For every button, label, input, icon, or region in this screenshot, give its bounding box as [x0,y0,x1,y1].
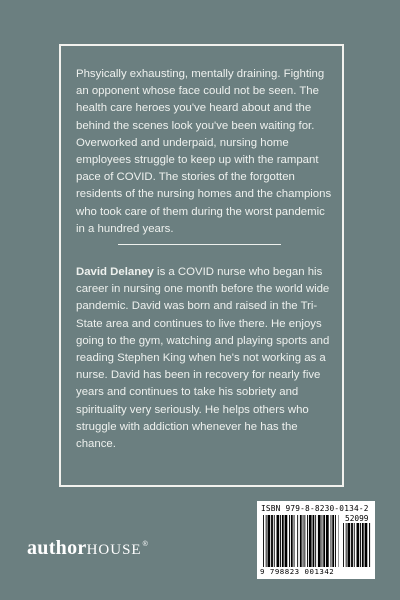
barcode-bar [268,515,271,567]
barcode-bar [289,515,290,567]
barcode-bar [323,515,325,567]
ean-digits: 9 798823 001342 [260,567,335,576]
publisher-logo [27,537,148,560]
barcode-bar [348,523,351,567]
barcode-bar [291,515,293,567]
barcode-bar [266,515,267,567]
barcode-bar [303,515,304,567]
barcode-bar [362,523,364,567]
barcode-bar [369,523,370,567]
author-bio [76,264,332,453]
barcode-bar [357,523,360,567]
barcode-bar [365,523,368,567]
author-name: David Delaney [76,266,154,278]
barcode-bar [331,515,332,567]
barcode-bar [315,515,316,567]
author-bio-text: is a COVID nurse who began his career in nursing one month before the world wide pandemic. David was born and raised in the Tri-State area and continues to live there. He enjoys going to the gym, watching and playing sports and reading Stephen King when he's not working as a nurse. David has been in recovery for nearly five years and continues to take his sobriety and spirituality very seriously. He helps others who struggle with addiction whenever he has the chance. [76,266,330,451]
barcode-bar [294,515,295,567]
barcode-bar [343,523,344,567]
barcode-bar [346,523,347,567]
barcode-bar [354,523,355,567]
registered-mark: ® [142,541,149,549]
barcode-bar [300,515,302,567]
barcode-bar [277,515,280,567]
logo-house: HOUSE [86,542,142,558]
barcode-bar [313,515,315,567]
barcode-bar [285,515,288,567]
barcode-bar [351,523,353,567]
price-code: 52099 [345,514,369,523]
barcode-bar [263,515,264,567]
barcode-bar [322,515,323,567]
barcode-bar [360,523,361,567]
divider-line [118,244,281,245]
barcode-bar [297,515,298,567]
barcode-bar [274,515,275,567]
ean-barcode-bars [263,515,339,567]
barcode-bar [271,515,273,567]
barcode-bar [304,515,305,567]
barcode-bar [307,515,308,567]
blurb-text: Phsyically exhausting, mentally draining. Fighting an opponent whose face could not be seen. The health care heroes you've heard about and the behind the scenes look you've been waiting for. Overworked and underpaid, nursing home employees struggle to keep up with the rampant pace of COVID. The stories of the forgotten residents of the nursing homes and the champions who took care of them during the worst pandemic in a hundred years. [76,68,332,235]
barcode-bar [332,515,334,567]
barcode-bar [280,515,281,567]
isbn-text: ISBN 979-8-8230-0134-2 [261,504,369,513]
barcode-bar [318,515,321,567]
barcode-bar [309,515,312,567]
logo-author: author [27,537,87,559]
price-barcode-bars [343,523,371,567]
barcode-bar [335,515,336,567]
barcode [257,501,375,579]
barcode-bar [282,515,284,567]
barcode-bar [326,515,329,567]
